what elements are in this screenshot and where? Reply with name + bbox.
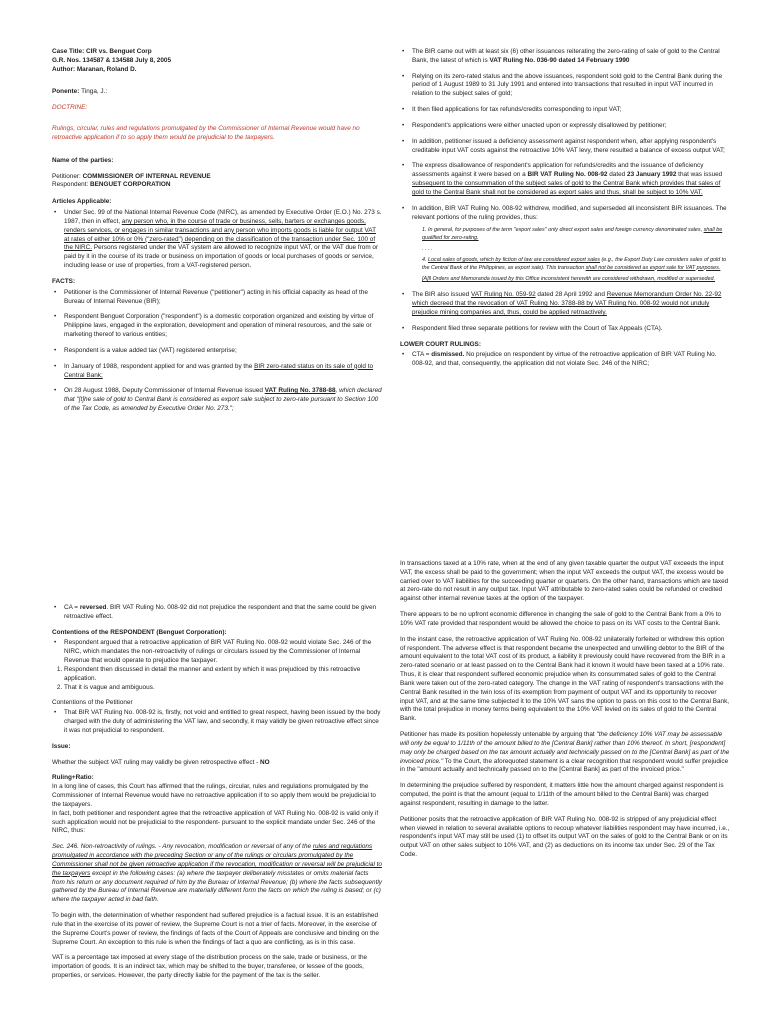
list-item: • Respondent's applications were either unacted upon or expressly disallowed by petitioner; [400,122,730,131]
ruling-paragraph: In determining the prejudice suffered by respondent, it matters little how the amount charged against respondent is computed, the point is that the amount (equal to 1/11th of the amount billed to the Central Bank) was charged against respondent, resulting in damage to the latter. [400,782,724,807]
respondent-contentions-numbered [52,666,382,692]
document-page-2 [0,560,768,1024]
right-column [400,48,730,376]
lower-court-list-continued [52,604,382,622]
left-column [52,48,382,421]
articles-list [52,209,382,271]
facts-list [52,289,382,414]
doctrine-text: Rulings, circular, rules and regulations promulgated by the Commissioner of Internal Revenue would have no retroactive application if to so apply them would be prejudicial to the taxpayers. [52,125,360,141]
list-item: • Respondent argued that a retroactive application of BIR VAT Ruling No. 008-92 would violate Sec. 246 of the NIRC, which mandates the non-retroactivity of rulings or circulars issued by the Commissioner of Internal Revenue that would operate to prejudice the taxpayer. [52,639,382,665]
ruling-paragraph: In the instant case, the retroactive application of VAT Ruling No. 008-92 unilaterally forfeited or withdrew this option of respondent. The adverse effect is that respondent became the unexpected and unwilling debtor to the BIR of the amount equivalent to the total VAT cost of its product, a liability it previously could have recovered from the BIR in a zero-rated scenario or at least passed on to the Central Bank had it known it would have been taxed at a 10% rate. Thus, it is clear that respondent suffered economic prejudice when its consummated sales of gold to the Central Bank were taken out of the zero-rated category. The change in the VAT rating of respondent's transactions with the Central Bank resulted in the twin loss of its exemption from payment of output VAT and its opportunity to recover input VAT, and at the same time subjected it to the 10% VAT sans the option to pass on this cost to the Central Bank, with the total prejudice in money terms being equivalent to the 10% VAT levied on its sales of gold to the Central Bank. [400,635,730,723]
list-item: • Under Sec. 99 of the National Internal Revenue Code (NIRC), as amended by Executive Order (E.O.) No. 273 s. 1987, then in effect, any person who, in the course of trade or business, sells, barters or exchanges goods, renders services, or engages in similar transactions and any person who imports goods is liable for output VAT at rates of either 10% or 0% ("zero-rated") depending on the classification of the transaction under Sec. 100 of the NIRC. Persons registered under the VAT system are allowed to recognize input VAT, or the VAT due from or paid by it in the course of its trade or business on importation of goods or local purchases of goods or service, including lease or use of properties, from a VAT-registered person. [52,209,382,271]
list-item: • Respondent Benguet Corporation ("respondent") is a domestic corporation organized and existing by virtue of Philippine laws, engaged in the exploration, development and operation of mineral resources, and the sale or marketing thereof to various entities; [52,313,382,339]
right-column [400,560,730,867]
petitioner-line: Petitioner: COMMISSIONER OF INTERNAL REVENUE [52,172,211,180]
case-author: Author: Maranan, Roland D. [52,65,137,73]
ruling-paragraph: In a long line of cases, this Court has affirmed that the rulings, circular, rules and regulations promulgated by the Commissioner of Internal Revenue would have no retroactive application if to so apply them would be prejudicial to the taxpayers. [52,783,376,808]
case-title: Case Title: CIR vs. Benguet Corp [52,48,152,55]
ruling-paragraph: There appears to be no upfront economic difference in changing the sale of gold to the Central Bank from a 0% to 10% VAT rate provided that respondent would be allowed the choice to pass on its VAT costs to the Central Bank. [400,611,722,627]
list-item: • In January of 1988, respondent applied for and was granted by the BIR zero-rated status on its sale of gold to Central Bank; [52,363,382,381]
issue-heading: Issue: [52,742,71,750]
facts-list-end [400,291,730,333]
ruling-paragraph: In fact, both petitioner and respondent agree that the retroactive application of VAT Ruling No. 008-92 is valid only if such application would not be prejudicial to the respondent- pursuant to the explicit mandate under Sec. 246 of the NIRC, thus: [52,809,379,835]
left-column [52,598,382,988]
respondent-line: Respondent: BENGUET CORPORATION [52,181,171,189]
sec-246-quote: Sec. 246. Non-retroactivity of rulings. - Any revocation, modification or reversal of any of the rules and regulations promulgated in accordance with the preceding Section or any of the rulings or circulars promulgated by the Commissioner shall not be given retroactive application if the revocation, modification or reversal will be prejudicial to the taxpayers except in the following cases: (a) where the taxpayer deliberately misstates or omits material facts from his return or any document required of him by the Bureau of Internal Revenue; (b) where the facts subsequently gathered by the Bureau of Internal Revenue are materially different form the facts on which the ruling is based; or (c) where the taxpayer acted in bad faith. [52,843,383,904]
articles-heading: Articles Applicable: [52,198,112,206]
lower-court-list [400,351,730,369]
ruling-paragraph: Petitioner posits that the retroactive application of BIR VAT Ruling No. 008-92 is stripped of any prejudicial effect when viewed in relation to several available options to recoup whatever liabilities respondent may have incurred, i.e., respondent's input VAT may still be used (1) to offset its output VAT on the sales of gold to the Central Bank or on its output VAT on other sales subject to 10% VAT, and (2) as deductions on its income tax under Sec. 29 of the Tax Code. [400,815,730,859]
ponente: Ponente: Tinga, J.: [52,88,108,96]
ruling-quote [422,227,730,283]
ruling-heading: Ruling+Ratio: [52,774,94,782]
case-gr-numbers: G.R. Nos. 134587 & 134588 July 8, 2005 [52,56,172,64]
list-item: • The BIR came out with at least six (6) other issuances reiterating the zero-rating of sale of gold to the Central Bank, the latest of which is VAT Ruling No. 036-90 dated 14 February 1990 [400,48,730,66]
list-item: • On 28 August 1988, Deputy Commissioner of Internal Revenue issued VAT Ruling No. 3788-88, which declared that "[t]he sale of gold to Central Bank is considered as export sale subject to zero-rate pursuant to Section 100 of the Tax Code, as amended by Executive Order No. 273."; [52,387,382,413]
parties-heading: Name of the parties: [52,156,114,164]
list-item: • Petitioner is the Commissioner of Internal Revenue ("petitioner") acting in his official capacity as head of the Bureau of Internal Revenue (BIR); [52,289,382,307]
quote-ellipsis: . . . . [422,246,433,253]
ruling-paragraph: In transactions taxed at a 10% rate, when at the end of any given taxable quarter the output VAT exceeds the input VAT, the excess shall be paid to the government; when the input VAT exceeds the output VAT, the excess would be carried over to VAT liabilities for the succeeding quarter or quarters. On the other hand, transactions which are taxed at zero-rate do not result in any output tax. Input VAT attributable to zero-rated sales could be refunded or credited against other internal revenue taxes at the option of the taxpayer. [400,560,729,603]
respondent-contentions-heading: Contentions of the RESPONDENT (Benguet Corporation): [52,628,227,636]
respondent-contentions-list [52,639,382,665]
list-item: • The express disallowance of respondent's application for refunds/credits and the issuance of deficiency assessments against it were based on a BIR VAT Ruling No. 008-92 dated 23 January 1992 that was issued subsequent to the consummation of the subject sales of gold to the Central Bank which provides that sales of gold to the Central Bank shall not be considered as export sales and thus, shall be subject to 10% VAT. [400,162,730,197]
lower-court-heading: LOWER COURT RULINGS: [400,340,481,348]
facts-heading: FACTS: [52,277,76,285]
issue-text: Whether the subject VAT ruling may validly be given retrospective effect - NO [52,758,270,766]
list-item: • In addition, BIR VAT Ruling No. 008-92 withdrew, modified, and superseded all inconsistent BIR issuances. The relevant portions of the ruling provides, thus: [400,205,730,223]
petitioner-contentions-list [52,709,382,735]
facts-list-continued [400,48,730,222]
ruling-paragraph: To begin with, the determination of whether respondent had suffered prejudice is a factual issue. It is an established rule that in the exercise of its power of review, the Supreme Court is not a trier of facts. Moreover, in the exercise of the Supreme Court's power of review, the findings of facts of the Court of Appeals are conclusive and binding on the Supreme Court. An exception to this rule is when the findings of fact a quo are conflicting, as is in this case. [52,912,379,946]
petitioner-contentions-heading: Contentions of the Petitioner [52,699,133,707]
list-item: • CA = reversed. BIR VAT Ruling No. 008-92 did not prejudice the respondent and that the same could be given retroactive effect. [52,604,382,622]
case-header [52,48,382,74]
list-item: 1. Respondent then discussed in detail the manner and extent by which it was prejudiced by this retroactive application. [64,666,382,684]
list-item: • It then filed applications for tax refunds/credits corresponding to input VAT; [400,106,730,115]
quote-paragraph: 4. Local sales of goods, which by fiction of law are considered export sales (e.g., the Export Duty Law considers sales of gold to the Central Bank of the Philippines, as export sale). This transaction shall not be considered as export sale for VAT purposes. [422,257,727,271]
quote-paragraph: [A]ll Orders and Memoranda issued by this Office inconsistent herewith are considered withdrawn, modified or superseded. [422,275,716,282]
ruling-paragraph: VAT is a percentage tax imposed at every stage of the distribution process on the sale, trade or business, or the importation of goods. It is an indirect tax, which may be shifted to the buyer, transferee, or lessee of the goods, properties, or services. However, the party directly liable for the payment of the tax is the seller. [52,954,368,979]
list-item: • CTA = dismissed. No prejudice on respondent by virtue of the retroactive application of BIR VAT Ruling No. 008-92, and that, consequently, the application did not violate Sec. 246 of the NIRC; [400,351,730,369]
ruling-paragraph: Petitioner has made its position hopelessly untenable by arguing that "the deficiency 10% VAT may be assessable will only be equal to 1/11th of the amount billed to the [Central Bank] rather than 10% thereof. In short, [respondent] may only be charged based on the tax amount actually and technically passed on to the [Central Bank] as part of the invoiced price." To the Court, the aforequoted statement is a clear recognition that respondent would suffer prejudice in the "amount actually and technically passed on to the [Central Bank] as part of the invoiced price." [400,731,730,774]
list-item: • In addition, petitioner issued a deficiency assessment against respondent when, after applying respondent's creditable input VAT costs against the retroactive 10% VAT levy, there resulted a balance of excess output VAT; [400,138,730,156]
list-item: • That BIR VAT Ruling No. 008-92 is, firstly, not void and entitled to great respect, having been issued by the body charged with the duty of administering the VAT law, and secondly, it may validly be given retroactive effect since it was not prejudicial to respondent. [52,709,382,735]
list-item: • Respondent is a value added tax (VAT) registered enterprise; [52,347,382,356]
list-item: • Relying on its zero-rated status and the above issuances, respondent sold gold to the Central Bank during the period of 1 August 1989 to 31 July 1991 and entered into transactions that resulted in input VAT incurred in relation to the subject sales of gold; [400,73,730,99]
quote-paragraph: 1. In general, for purposes of the term "export sales" only direct export sales and foreign currency denominated sales, shall be qualified for zero-rating. [422,227,723,241]
list-item: • The BIR also issued VAT Ruling No. 059-92 dated 28 April 1992 and Revenue Memorandum Order No. 22-92 which decreed that the revocation of VAT Ruling No. 3788-88 by VAT Ruling No. 008-92 would not unduly prejudice mining companies and, thus, could be applied retroactively. [400,291,730,317]
list-item: 2. That it is vague and ambiguous. [64,684,382,693]
doctrine-label: DOCTRINE: [52,104,88,112]
list-item: • Respondent filed three separate petitions for review with the Court of Tax Appeals (CTA). [400,325,730,334]
